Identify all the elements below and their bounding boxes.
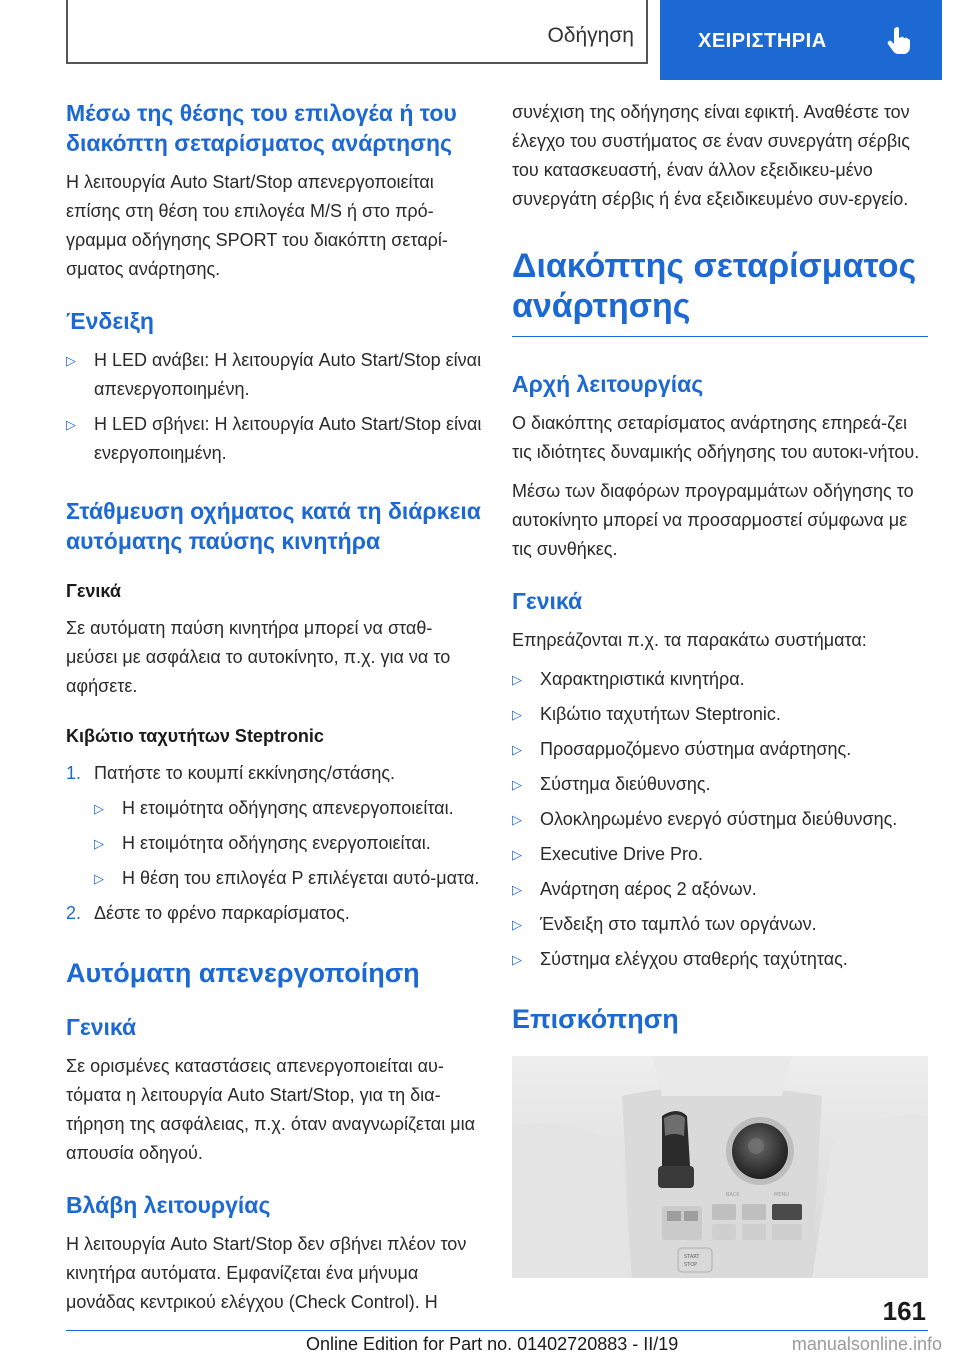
page-number: 161 — [882, 1296, 926, 1326]
svg-text:STOP: STOP — [684, 1262, 698, 1268]
triangle-bullet-icon: ▷ — [512, 917, 522, 932]
triangle-bullet-icon: ▷ — [512, 777, 522, 792]
svg-text:BACK: BACK — [726, 1192, 740, 1198]
subheading-steptronic: Κιβώτιο ταχυτήτων Steptronic — [66, 726, 324, 746]
triangle-bullet-icon: ▷ — [94, 836, 104, 851]
heading-general-2: Γενικά — [66, 1014, 137, 1040]
heading-parking: Στάθμευση οχήματος κατά τη διάρκεια αυτόματης παύσης κινητήρα — [66, 498, 481, 554]
subheading-general: Γενικά — [66, 581, 121, 601]
list-item: ▷ Ένδειξη στο ταμπλό των οργάνων. — [512, 910, 928, 939]
heading-suspension-switch: Διακόπτης σεταρίσματος ανάρτησης — [512, 247, 917, 325]
list-item: ▷ Χαρακτηριστικά κινητήρα. — [512, 665, 928, 694]
heading-overview: Επισκόπηση — [512, 1004, 679, 1034]
list-item: ▷ Προσαρμοζόμενο σύστημα ανάρτησης. — [512, 735, 928, 764]
center-console-illustration — [512, 1056, 928, 1278]
paragraph-principle-2: Μέσω των διαφόρων προγραμμάτων οδήγησης το αυτοκίνητο μπορεί να προσαρμοστεί σύμφωνα με τις συνθήκες. — [512, 481, 914, 559]
left-column — [66, 98, 482, 1317]
triangle-bullet-icon: ▷ — [512, 882, 522, 897]
svg-text:MENU: MENU — [774, 1192, 789, 1198]
heading-selector-position: Μέσω της θέσης του επιλογέα ή του διακόπτη σεταρίσματος ανάρτησης — [66, 100, 457, 156]
list-item: ▷ Σύστημα ελέγχου σταθερής ταχύτητας. — [512, 945, 928, 974]
triangle-bullet-icon: ▷ — [94, 871, 104, 886]
center-console-photo — [512, 1056, 928, 1278]
paragraph-selector: Η λειτουργία Auto Start/Stop απενεργοποιείται επίσης στη θέση του επιλογέα M/S ή στο πρό‐γραμμα οδήγησης SPORT του διακόπτη σεταρί‐σματος ανάρτησης. — [66, 172, 448, 279]
hand-pointer-icon — [886, 26, 912, 59]
triangle-bullet-icon: ▷ — [512, 847, 522, 862]
header-box — [66, 0, 648, 64]
paragraph-principle-1: Ο διακόπτης σεταρίσματος ανάρτησης επηρεά‐ζει τις ιδιότητες δυναμικής οδήγησης του αυτοκι‐νήτου. — [512, 413, 920, 462]
chapter-tab-label: ΧΕΙΡΙΣΤΗΡΙΑ — [698, 30, 827, 52]
right-column — [512, 98, 928, 1278]
heading-auto-deactivation: Αυτόματη απενεργοποίηση — [66, 958, 420, 988]
chapter-tab[interactable] — [660, 0, 942, 80]
heading-malfunction: Βλάβη λειτουργίας — [66, 1192, 271, 1218]
list-item: ▷ Η LED σβήνει: Η λειτουργία Auto Start/Stop είναι ενεργοποιημένη. — [66, 410, 482, 468]
section-title: Οδήγηση — [547, 24, 634, 47]
watermark: manualsonline.info — [791, 1334, 942, 1354]
paragraph-affected-systems: Επηρεάζονται π.χ. τα παρακάτω συστήματα: — [512, 630, 867, 650]
list-item: ▷ Η ετοιμότητα οδήγησης απενεργοποιείται. — [94, 794, 482, 823]
start-stop-button — [678, 1248, 712, 1272]
paragraph-malfunction: Η λειτουργία Auto Start/Stop δεν σβήνει πλέον τον κινητήρα αυτόματα. Εμφανίζεται ένα μήνυμα μονάδας κεντρικού ελέγχου (Check Control). Η — [66, 1234, 467, 1312]
list-item: ▷ Ολοκληρωμένο ενεργό σύστημα διεύθυνσης. — [512, 805, 928, 834]
triangle-bullet-icon: ▷ — [512, 952, 522, 967]
triangle-bullet-icon: ▷ — [66, 353, 76, 368]
systems-list — [512, 665, 928, 974]
list-item: ▷ Σύστημα διεύθυνσης. — [512, 770, 928, 799]
paragraph-general-2: Σε ορισμένες καταστάσεις απενεργοποιείται αυ‐τόματα η λειτουργία Auto Start/Stop, για τη δια‐τήρηση της ασφάλειας, π.χ. όταν αναγνωρίζεται μια απουσία οδηγού. — [66, 1056, 475, 1163]
paragraph-continue: συνέχιση της οδήγησης είναι εφικτή. Αναθέστε τον έλεγχο του συστήματος σε έναν συνεργάτη σέρβις του κατασκευαστή, έναν άλλον εξειδικευ‐μένο συνεργάτη σέρβις ή ένα εξειδικευμένο συν‐εργείο. — [512, 102, 910, 209]
list-item: ▷ Ανάρτηση αέρος 2 αξόνων. — [512, 875, 928, 904]
triangle-bullet-icon: ▷ — [94, 801, 104, 816]
list-item: ▷ Η θέση του επιλογέα P επιλέγεται αυτό‐ματα. — [94, 864, 482, 893]
step-item: 2. Δέστε το φρένο παρκαρίσματος. — [66, 903, 350, 923]
footer-edition: Online Edition for Part no. 01402720883 - II/19 — [306, 1334, 679, 1354]
paragraph-general: Σε αυτόματη παύση κινητήρα μπορεί να σταθ‐μεύσει με ασφάλεια το αυτοκίνητο, π.χ. για να το αφήσετε. — [66, 618, 451, 696]
idrive-controller — [726, 1117, 794, 1185]
indication-list — [66, 346, 482, 468]
footer-divider — [66, 1330, 928, 1331]
list-item: ▷ Executive Drive Pro. — [512, 840, 928, 869]
list-item: ▷ Κιβώτιο ταχυτήτων Steptronic. — [512, 700, 928, 729]
triangle-bullet-icon: ▷ — [512, 812, 522, 827]
heading-general-right: Γενικά — [512, 588, 583, 614]
triangle-bullet-icon: ▷ — [512, 672, 522, 687]
steps-list — [66, 759, 482, 928]
triangle-bullet-icon: ▷ — [66, 417, 76, 432]
heading-principle: Αρχή λειτουργίας — [512, 371, 704, 397]
heading-indication: Ένδειξη — [66, 308, 154, 334]
triangle-bullet-icon: ▷ — [512, 742, 522, 757]
svg-text:START: START — [684, 1254, 700, 1260]
list-item: ▷ Η LED ανάβει: Η λειτουργία Auto Start/Stop είναι απενεργοποιημένη. — [66, 346, 482, 404]
step-item: 1. Πατήστε το κουμπί εκκίνησης/στάσης. ▷ Η ετοιμότητα οδήγησης απενεργοποιείται. ▷ Η ετοιμότητα οδήγησης ενεργοποιείται. ▷ Η θέση του επιλογέα P επιλέγεται αυτό‐ματα. — [66, 759, 482, 893]
list-item: ▷ Η ετοιμότητα οδήγησης ενεργοποιείται. — [94, 829, 482, 858]
triangle-bullet-icon: ▷ — [512, 707, 522, 722]
